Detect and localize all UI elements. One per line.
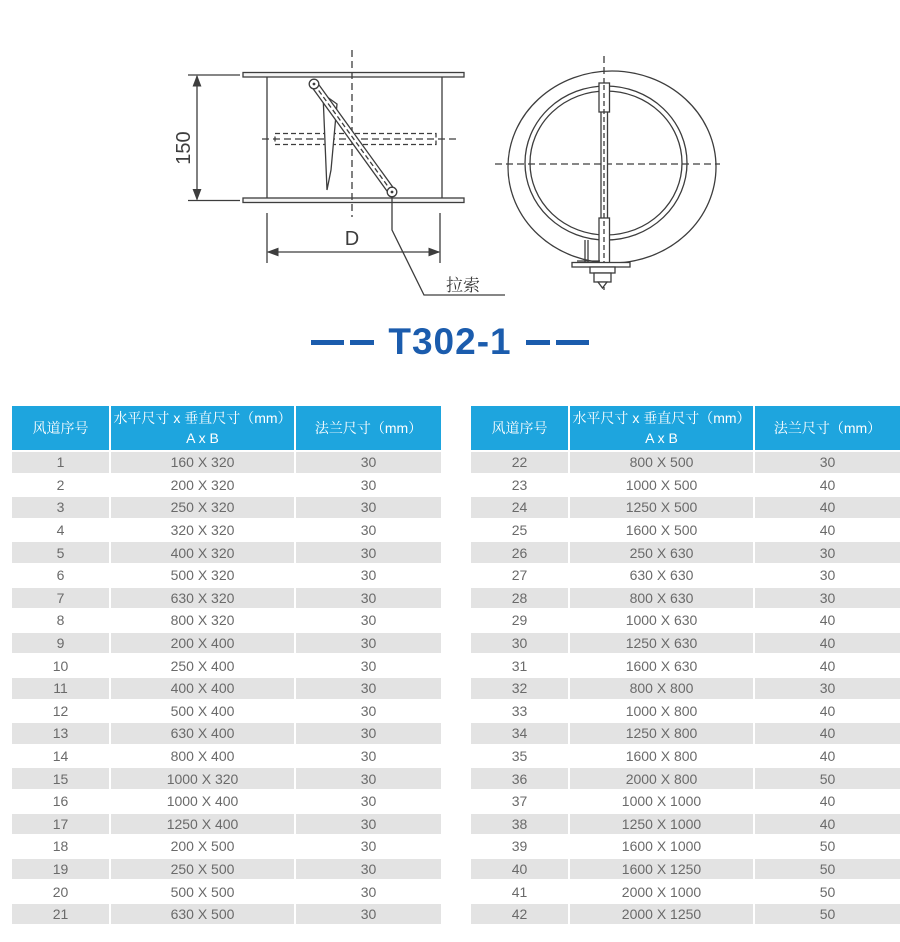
table-row: [471, 520, 900, 541]
table-row: [471, 723, 900, 744]
cable-label: 拉索: [446, 276, 480, 295]
flange-cell: 40: [755, 497, 900, 518]
table-row: [471, 565, 900, 586]
table-row: [12, 655, 441, 676]
table-row: [471, 588, 900, 609]
flange-cell: 30: [755, 452, 900, 473]
table-row: [12, 452, 441, 473]
table-row: [12, 678, 441, 699]
size-cell: 1000 X 800: [570, 701, 753, 722]
spec-tables: [10, 404, 900, 926]
flange-cell: 40: [755, 610, 900, 631]
flange-cell: 30: [296, 678, 441, 699]
size-cell: 200 X 320: [111, 475, 294, 496]
duct-no-cell: 39: [471, 836, 568, 857]
duct-no-cell: 17: [12, 814, 109, 835]
table-row: [471, 904, 900, 925]
header-size-line1: 水平尺寸 x 垂直尺寸（mm）: [572, 409, 751, 426]
flange-cell: 30: [296, 588, 441, 609]
size-cell: 400 X 320: [111, 542, 294, 563]
size-cell: 1250 X 500: [570, 497, 753, 518]
header-flange: 法兰尺寸（mm）: [296, 406, 441, 450]
flange-cell: 30: [755, 542, 900, 563]
duct-no-cell: 37: [471, 791, 568, 812]
size-cell: 250 X 500: [111, 859, 294, 880]
table-row: [471, 881, 900, 902]
duct-no-cell: 35: [471, 746, 568, 767]
duct-no-cell: 27: [471, 565, 568, 586]
flange-cell: 50: [755, 881, 900, 902]
table-row: [12, 633, 441, 654]
flange-cell: 40: [755, 814, 900, 835]
duct-no-cell: 24: [471, 497, 568, 518]
bolt-head: [590, 267, 615, 273]
flange-cell: 40: [755, 701, 900, 722]
table-row: [12, 588, 441, 609]
flange-cell: 30: [296, 633, 441, 654]
duct-no-cell: 19: [12, 859, 109, 880]
flange-cell: 40: [755, 475, 900, 496]
table-row: [12, 836, 441, 857]
table-row: [471, 633, 900, 654]
header-duct-no: 风道序号: [12, 406, 109, 450]
flange-cell: 40: [755, 791, 900, 812]
table-row: [12, 791, 441, 812]
table-row: [12, 904, 441, 925]
dim-width-label: D: [344, 228, 360, 250]
duct-no-cell: 34: [471, 723, 568, 744]
header-size-line1: 水平尺寸 x 垂直尺寸（mm）: [113, 409, 292, 426]
table-row: [12, 520, 441, 541]
duct-no-cell: 31: [471, 655, 568, 676]
flange-cell: 50: [755, 859, 900, 880]
table-row: [12, 814, 441, 835]
table-row: [12, 723, 441, 744]
size-cell: 1600 X 630: [570, 655, 753, 676]
size-cell: 160 X 320: [111, 452, 294, 473]
dim-height-label: 150: [173, 131, 195, 165]
duct-no-cell: 23: [471, 475, 568, 496]
header-flange: 法兰尺寸（mm）: [755, 406, 900, 450]
duct-no-cell: 26: [471, 542, 568, 563]
size-cell: 800 X 400: [111, 746, 294, 767]
flange-cell: 30: [296, 859, 441, 880]
table-row: [471, 475, 900, 496]
size-cell: 320 X 320: [111, 520, 294, 541]
size-cell: 200 X 500: [111, 836, 294, 857]
flange-cell: 30: [296, 814, 441, 835]
duct-no-cell: 14: [12, 746, 109, 767]
duct-no-cell: 8: [12, 610, 109, 631]
size-cell: 400 X 400: [111, 678, 294, 699]
flange-cell: 30: [755, 588, 900, 609]
table-row: [12, 768, 441, 789]
flange-cell: 30: [296, 475, 441, 496]
bolt-body: [594, 273, 611, 282]
title-dash: [556, 340, 589, 345]
table-row: [12, 610, 441, 631]
duct-no-cell: 1: [12, 452, 109, 473]
size-cell: 1250 X 800: [570, 723, 753, 744]
size-cell: 800 X 630: [570, 588, 753, 609]
flange-cell: 40: [755, 746, 900, 767]
table-row: [12, 565, 441, 586]
table-row: [471, 768, 900, 789]
header-size-line2: A x B: [186, 430, 219, 446]
flange-cell: 30: [755, 678, 900, 699]
duct-no-cell: 15: [12, 768, 109, 789]
duct-no-cell: 6: [12, 565, 109, 586]
table-row: [471, 701, 900, 722]
header-size: [570, 406, 753, 450]
duct-no-cell: 5: [12, 542, 109, 563]
table-row: [12, 881, 441, 902]
flange-cell: 30: [296, 701, 441, 722]
flange-cell: 30: [296, 497, 441, 518]
size-cell: 2000 X 1250: [570, 904, 753, 925]
flange-cell: 30: [296, 746, 441, 767]
size-cell: 1600 X 500: [570, 520, 753, 541]
duct-no-cell: 42: [471, 904, 568, 925]
flange-cell: 30: [296, 610, 441, 631]
table-header-row: [471, 406, 900, 450]
table-row: [471, 746, 900, 767]
size-cell: 500 X 500: [111, 881, 294, 902]
size-cell: 1000 X 320: [111, 768, 294, 789]
bolt-tip: [598, 282, 607, 288]
size-cell: 500 X 320: [111, 565, 294, 586]
duct-no-cell: 40: [471, 859, 568, 880]
duct-no-cell: 25: [471, 520, 568, 541]
table-row: [471, 542, 900, 563]
table-header-row: [12, 406, 441, 450]
duct-no-cell: 12: [12, 701, 109, 722]
size-cell: 800 X 800: [570, 678, 753, 699]
title-dash: [526, 340, 550, 345]
table-row: [471, 859, 900, 880]
table-row: [471, 655, 900, 676]
mounting-plate: [572, 263, 630, 268]
duct-no-cell: 7: [12, 588, 109, 609]
size-cell: 500 X 400: [111, 701, 294, 722]
size-cell: 630 X 500: [111, 904, 294, 925]
table-row: [12, 859, 441, 880]
table-row: [471, 836, 900, 857]
duct-no-cell: 20: [12, 881, 109, 902]
flange-cell: 50: [755, 768, 900, 789]
size-cell: 250 X 630: [570, 542, 753, 563]
flange-cell: 40: [755, 520, 900, 541]
size-cell: 630 X 630: [570, 565, 753, 586]
duct-no-cell: 16: [12, 791, 109, 812]
size-cell: 2000 X 800: [570, 768, 753, 789]
duct-no-cell: 2: [12, 475, 109, 496]
duct-no-cell: 32: [471, 678, 568, 699]
duct-no-cell: 9: [12, 633, 109, 654]
top-flange: [243, 73, 464, 78]
bottom-flange: [243, 198, 464, 203]
size-cell: 2000 X 1000: [570, 881, 753, 902]
model-title-row: [0, 320, 900, 364]
duct-no-cell: 22: [471, 452, 568, 473]
size-cell: 1000 X 630: [570, 610, 753, 631]
title-dash: [311, 340, 344, 345]
header-size-line2: A x B: [645, 430, 678, 446]
size-cell: 1250 X 630: [570, 633, 753, 654]
header-size: [111, 406, 294, 450]
technical-drawing: [0, 0, 900, 312]
table-row: [471, 452, 900, 473]
size-cell: 1600 X 800: [570, 746, 753, 767]
duct-no-cell: 29: [471, 610, 568, 631]
duct-no-cell: 3: [12, 497, 109, 518]
size-cell: 630 X 320: [111, 588, 294, 609]
table-row: [471, 814, 900, 835]
duct-no-cell: 41: [471, 881, 568, 902]
table-row: [471, 497, 900, 518]
size-cell: 200 X 400: [111, 633, 294, 654]
duct-no-cell: 28: [471, 588, 568, 609]
size-cell: 1600 X 1000: [570, 836, 753, 857]
page-title: T302-1: [388, 321, 512, 362]
size-cell: 1000 X 400: [111, 791, 294, 812]
size-cell: 250 X 320: [111, 497, 294, 518]
duct-no-cell: 36: [471, 768, 568, 789]
table-row: [471, 678, 900, 699]
size-cell: 630 X 400: [111, 723, 294, 744]
duct-no-cell: 38: [471, 814, 568, 835]
duct-no-cell: 4: [12, 520, 109, 541]
flange-cell: 40: [755, 723, 900, 744]
table-row: [471, 610, 900, 631]
table-row: [12, 746, 441, 767]
size-cell: 1000 X 500: [570, 475, 753, 496]
duct-no-cell: 13: [12, 723, 109, 744]
flange-cell: 30: [296, 542, 441, 563]
title-dash: [350, 340, 374, 345]
size-cell: 800 X 500: [570, 452, 753, 473]
size-cell: 250 X 400: [111, 655, 294, 676]
size-cell: 1000 X 1000: [570, 791, 753, 812]
flange-cell: 50: [755, 904, 900, 925]
table-row: [471, 791, 900, 812]
duct-table-left: [10, 404, 443, 926]
size-cell: 1250 X 1000: [570, 814, 753, 835]
duct-no-cell: 11: [12, 678, 109, 699]
flange-cell: 30: [296, 723, 441, 744]
flange-cell: 30: [755, 565, 900, 586]
flange-cell: 40: [755, 655, 900, 676]
flange-cell: 30: [296, 904, 441, 925]
header-duct-no: 风道序号: [471, 406, 568, 450]
duct-no-cell: 33: [471, 701, 568, 722]
duct-no-cell: 30: [471, 633, 568, 654]
table-row: [12, 701, 441, 722]
duct-no-cell: 10: [12, 655, 109, 676]
flange-cell: 30: [296, 881, 441, 902]
flange-cell: 30: [296, 520, 441, 541]
flange-cell: 30: [296, 565, 441, 586]
size-cell: 1600 X 1250: [570, 859, 753, 880]
duct-no-cell: 21: [12, 904, 109, 925]
table-row: [12, 475, 441, 496]
flange-cell: 40: [755, 633, 900, 654]
table-row: [12, 497, 441, 518]
duct-no-cell: 18: [12, 836, 109, 857]
size-cell: 1250 X 400: [111, 814, 294, 835]
flange-cell: 50: [755, 836, 900, 857]
flange-cell: 30: [296, 768, 441, 789]
table-row: [12, 542, 441, 563]
size-cell: 800 X 320: [111, 610, 294, 631]
flange-cell: 30: [296, 452, 441, 473]
duct-table-right: [469, 404, 900, 926]
flange-cell: 30: [296, 655, 441, 676]
flange-cell: 30: [296, 791, 441, 812]
flange-cell: 30: [296, 836, 441, 857]
